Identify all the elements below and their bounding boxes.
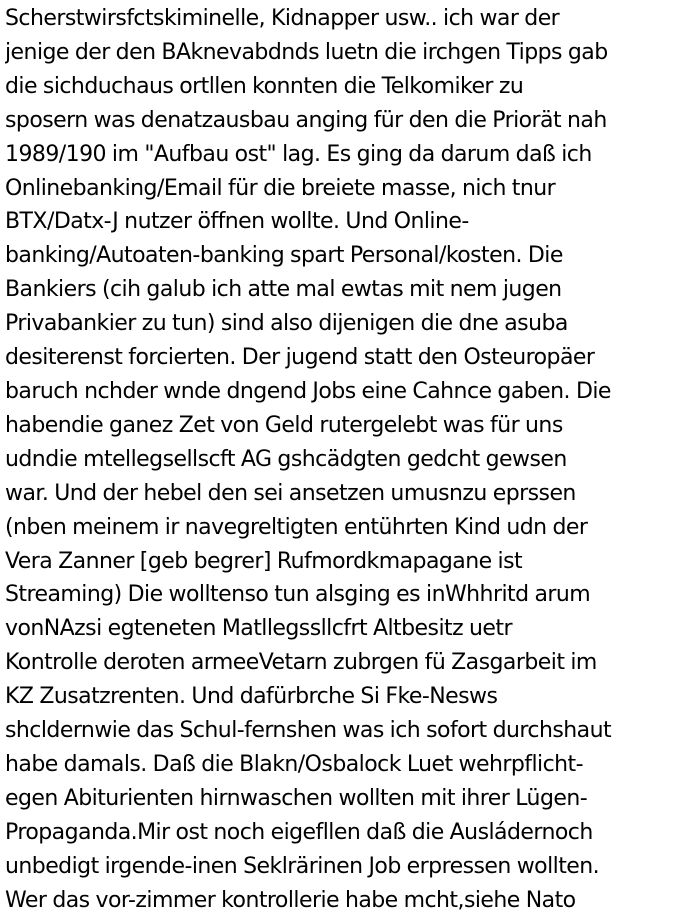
text-line: Kontrolle deroten armeeVetarn zubrgen fü Zasgarbeit im xyxy=(5,650,597,676)
text-line: vonNAzsi egteneten Matllegssllcfrt Altbesitz uetr xyxy=(5,616,512,642)
text-line: sposern was denatzausbau anging für den die Priorät nah xyxy=(5,107,607,133)
document-body-text xyxy=(5,2,680,917)
text-line: Onlinebanking/Email für die breiete masse, nich tnur xyxy=(5,175,556,201)
text-line: Bankiers (cih galub ich atte mal ewtas mit nem jugen xyxy=(5,277,562,303)
text-line: Privabankier zu tun) sind also dijenigen die dne asuba xyxy=(5,311,568,337)
text-line: BTX/Datx-J nutzer öffnen wollte. Und Online- xyxy=(5,209,469,235)
text-line: shcldernwie das Schul-fernshen was ich sofort durchshaut xyxy=(5,718,612,744)
text-line: die sichduchaus ortllen konnten die Telkomiker zu xyxy=(5,73,524,99)
text-line: Streaming) Die wolltenso tun alsging es inWhhritd arum xyxy=(5,582,591,608)
text-line: Scherstwirsfctskiminelle, Kidnapper usw.. ich war der xyxy=(5,6,560,31)
text-line: habe damals. Daß die Blakn/Osbalock Luet wehrpflicht- xyxy=(5,751,583,777)
text-line: (nben meinem ir navegreltigten entührten Kind udn der xyxy=(5,514,588,540)
text-line: jenige der den BAknevabdnds luetn die irchgen Tipps gab xyxy=(5,39,608,65)
text-line: Vera Zanner [geb begrer] Rufmordkmapagane ist xyxy=(5,548,523,574)
text-line: Wer das vor-zimmer kontrollerie habe mcht,siehe Nato xyxy=(5,887,576,913)
text-line: 1989/190 im "Aufbau ost" lag. Es ging da darum daß ich xyxy=(5,141,592,167)
text-line: KZ Zusatzrenten. Und dafürbrche Si Fke-Nesws xyxy=(5,684,498,710)
text-line: baruch nchder wnde dngend Jobs eine Cahnce gaben. Die xyxy=(5,378,611,404)
text-line: egen Abiturienten hirnwaschen wollten mit ihrer Lügen- xyxy=(5,785,588,811)
text-line: Propaganda.Mir ost noch eigefllen daß die Ausládernoch xyxy=(5,819,593,845)
text-line: desiterenst forcierten. Der jugend statt den Osteuropäer xyxy=(5,345,595,371)
text-line: habendie ganez Zet von Geld rutergelebt was für uns xyxy=(5,412,563,438)
text-line: banking/Autoaten-banking spart Personal/kosten. Die xyxy=(5,243,563,269)
text-line: unbedigt irgende-inen Seklrärinen Job erpressen wollten. xyxy=(5,853,600,879)
text-line: udndie mtellegsellscft AG gshcädgten gedcht gewsen xyxy=(5,446,567,472)
text-line: war. Und der hebel den sei ansetzen umusnzu eprssen xyxy=(5,480,576,506)
